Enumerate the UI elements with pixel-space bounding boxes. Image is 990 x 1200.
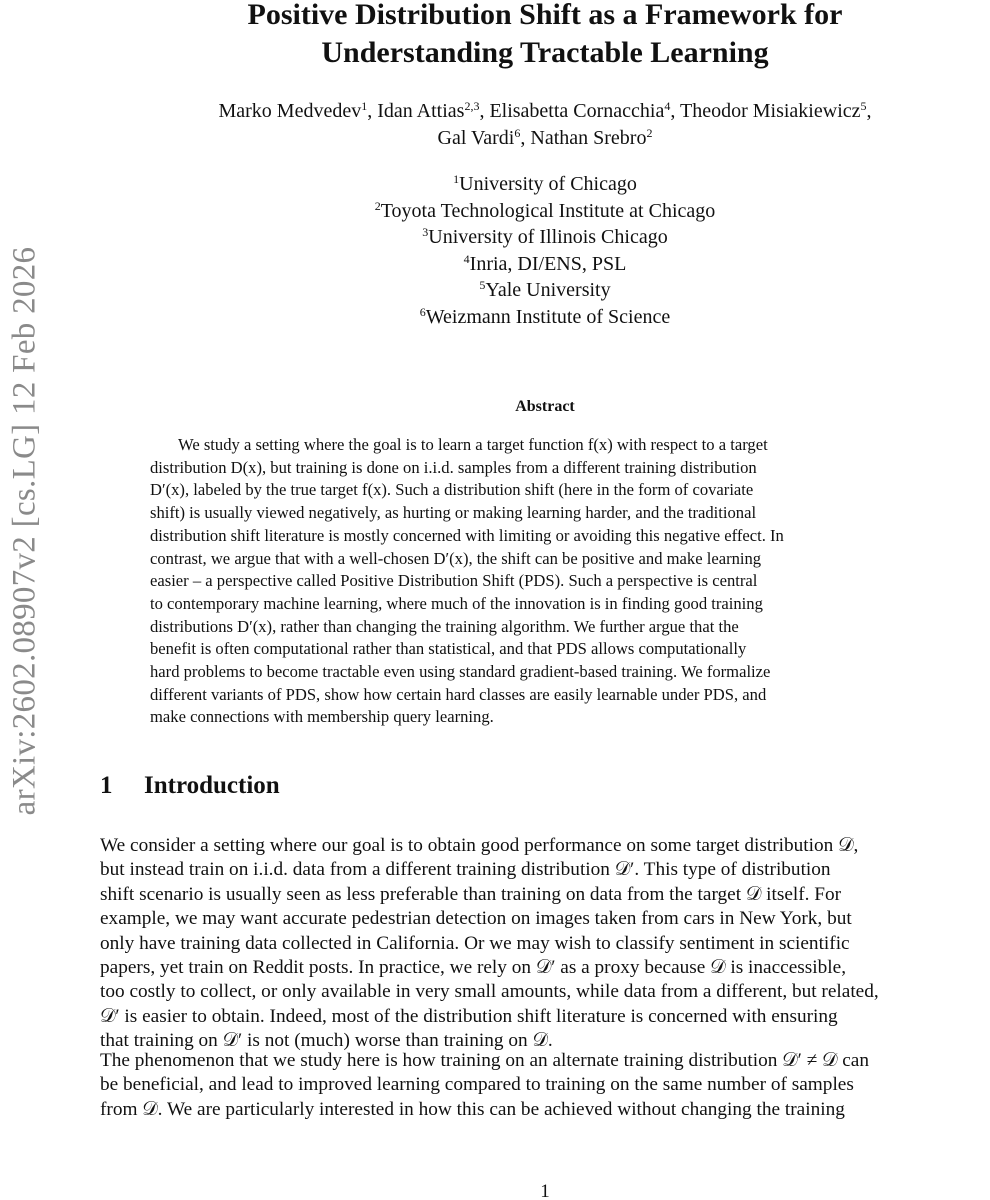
affiliation-item	[100, 198, 990, 225]
paragraph-line: We consider a setting where our goal is to obtain good performance on some target distribution 𝒟,	[100, 835, 859, 856]
affiliation-mark: 1	[453, 172, 460, 186]
paragraph-line: be beneficial, and lead to improved learning compared to training on the same number of samples	[100, 1074, 854, 1096]
abstract-line: We study a setting where the goal is to learn a target function f(x) with respect to a target	[178, 435, 768, 454]
affiliation-item	[100, 171, 990, 198]
affiliation-name: University of Chicago	[459, 173, 637, 195]
author-affiliation-mark: 5	[860, 99, 867, 113]
paragraph-line: shift scenario is usually seen as less preferable than training on data from the target 𝒟 itself. For	[100, 883, 842, 905]
affiliation-name: Toyota Technological Institute at Chicago	[380, 199, 716, 222]
paragraph-line: that training on 𝒟′ is not (much) worse than training on 𝒟.	[100, 1030, 553, 1052]
body-paragraph-2	[100, 1049, 990, 1122]
affiliation-name: Yale University	[485, 279, 611, 301]
author-separator: ,	[479, 100, 490, 122]
affiliation-item	[100, 224, 990, 251]
affiliation-mark: 3	[422, 225, 429, 239]
affiliation-mark: 4	[463, 251, 470, 266]
author-separator: ,	[367, 100, 378, 122]
abstract-heading: Abstract	[515, 398, 575, 415]
author-separator: ,	[866, 100, 872, 122]
affiliation-name: Inria, DI/ENS, PSL	[469, 252, 627, 275]
abstract-line: different variants of PDS, show how certain hard classes are easily learnable under PDS, and	[150, 684, 767, 704]
paragraph-line: but instead train on i.i.d. data from a different training distribution 𝒟′. This type of distribution	[100, 859, 831, 881]
author-name: Theodor Misiakiewicz	[680, 100, 861, 122]
paragraph-line: example, we may want accurate pedestrian detection on images taken from cars in New York, but	[100, 908, 852, 930]
author-affiliation-mark: 2	[646, 126, 653, 140]
paragraph-line: only have training data collected in California. Or we may wish to classify sentiment in scientific	[100, 932, 850, 954]
affiliation-item	[100, 251, 990, 278]
abstract-line: hard problems to become tractable even using standard gradient-based training. We formalize	[150, 662, 771, 682]
abstract-line: make connections with membership query learning.	[150, 707, 494, 727]
author-name: Marko Medvedev	[218, 100, 362, 122]
abstract-line: contrast, we argue that with a well-chosen D′(x), the shift can be positive and make learning	[150, 548, 762, 568]
paper-title-line-1: Positive Distribution Shift as a Framework for	[247, 0, 843, 31]
author-name: Nathan Srebro	[530, 127, 647, 149]
author-list	[100, 98, 990, 152]
paragraph-line: papers, yet train on Reddit posts. In practice, we rely on 𝒟′ as a proxy because 𝒟 is inaccessible,	[100, 957, 847, 979]
author-line-1	[100, 98, 990, 125]
author-separator: ,	[520, 127, 531, 149]
author-affiliation-mark: 6	[514, 126, 521, 140]
paper-title-line-2: Understanding Tractable Learning	[321, 36, 769, 69]
author-separator: ,	[670, 100, 680, 122]
arxiv-sidebar	[0, 196, 50, 866]
abstract-line: distributions D′(x), rather than changing the training algorithm. We further argue that the	[150, 616, 739, 636]
affiliation-item	[100, 277, 990, 304]
paragraph-line: The phenomenon that we study here is how training on an alternate training distribution 𝒟′ ≠ 𝒟 can	[100, 1050, 869, 1071]
abstract-line: to contemporary machine learning, where much of the innovation is in finding good training	[150, 593, 763, 613]
section-number: 1	[100, 772, 113, 799]
body-paragraph-1	[100, 834, 990, 1054]
abstract-line: distribution D(x), but training is done on i.i.d. samples from a different training distribution	[150, 457, 757, 477]
author-name: Idan Attias	[377, 100, 465, 122]
affiliation-mark: 6	[419, 304, 426, 319]
affiliation-name: University of Illinois Chicago	[428, 226, 668, 248]
affiliation-mark: 5	[479, 278, 486, 292]
author-name: Gal Vardi	[437, 127, 515, 149]
section-heading-introduction	[100, 772, 280, 800]
arxiv-identifier-stamp: arXiv:2602.08907v2 [cs.LG] 12 Feb 2026	[6, 246, 43, 816]
paragraph-line: too costly to collect, or only available in very small amounts, while data from a different, but related,	[100, 981, 879, 1003]
paragraph-line: 𝒟′ is easier to obtain. Indeed, most of the distribution shift literature is concerned with ensuring	[100, 1005, 838, 1027]
affiliation-mark: 2	[374, 198, 381, 213]
abstract-line: distribution shift literature is mostly concerned with limiting or avoiding this negative effect. In	[150, 525, 784, 545]
affiliation-list	[100, 171, 990, 330]
author-affiliation-mark: 2,3	[464, 99, 480, 113]
abstract-line: shift) is usually viewed negatively, as hurting or making learning harder, and the traditional	[150, 503, 757, 523]
affiliation-item	[100, 304, 990, 331]
author-affiliation-mark: 4	[664, 99, 671, 113]
paper-title	[70, 0, 990, 72]
author-affiliation-mark: 1	[361, 99, 368, 113]
abstract-line: benefit is often computational rather than statistical, and that PDS allows computationally	[150, 639, 747, 659]
section-title: Introduction	[144, 772, 280, 799]
paragraph-line: from 𝒟. We are particularly interested in how this can be achieved without changing the training	[100, 1098, 845, 1120]
author-name: Elisabetta Cornacchia	[489, 100, 665, 122]
affiliation-name: Weizmann Institute of Science	[425, 305, 671, 328]
page-number: 1	[540, 1181, 550, 1200]
abstract-text	[150, 434, 940, 729]
abstract-line: D′(x), labeled by the true target f(x). Such a distribution shift (here in the form of covariate	[150, 480, 754, 500]
author-line-2	[100, 125, 990, 152]
abstract-line: easier – a perspective called Positive Distribution Shift (PDS). Such a perspective is central	[150, 571, 758, 591]
